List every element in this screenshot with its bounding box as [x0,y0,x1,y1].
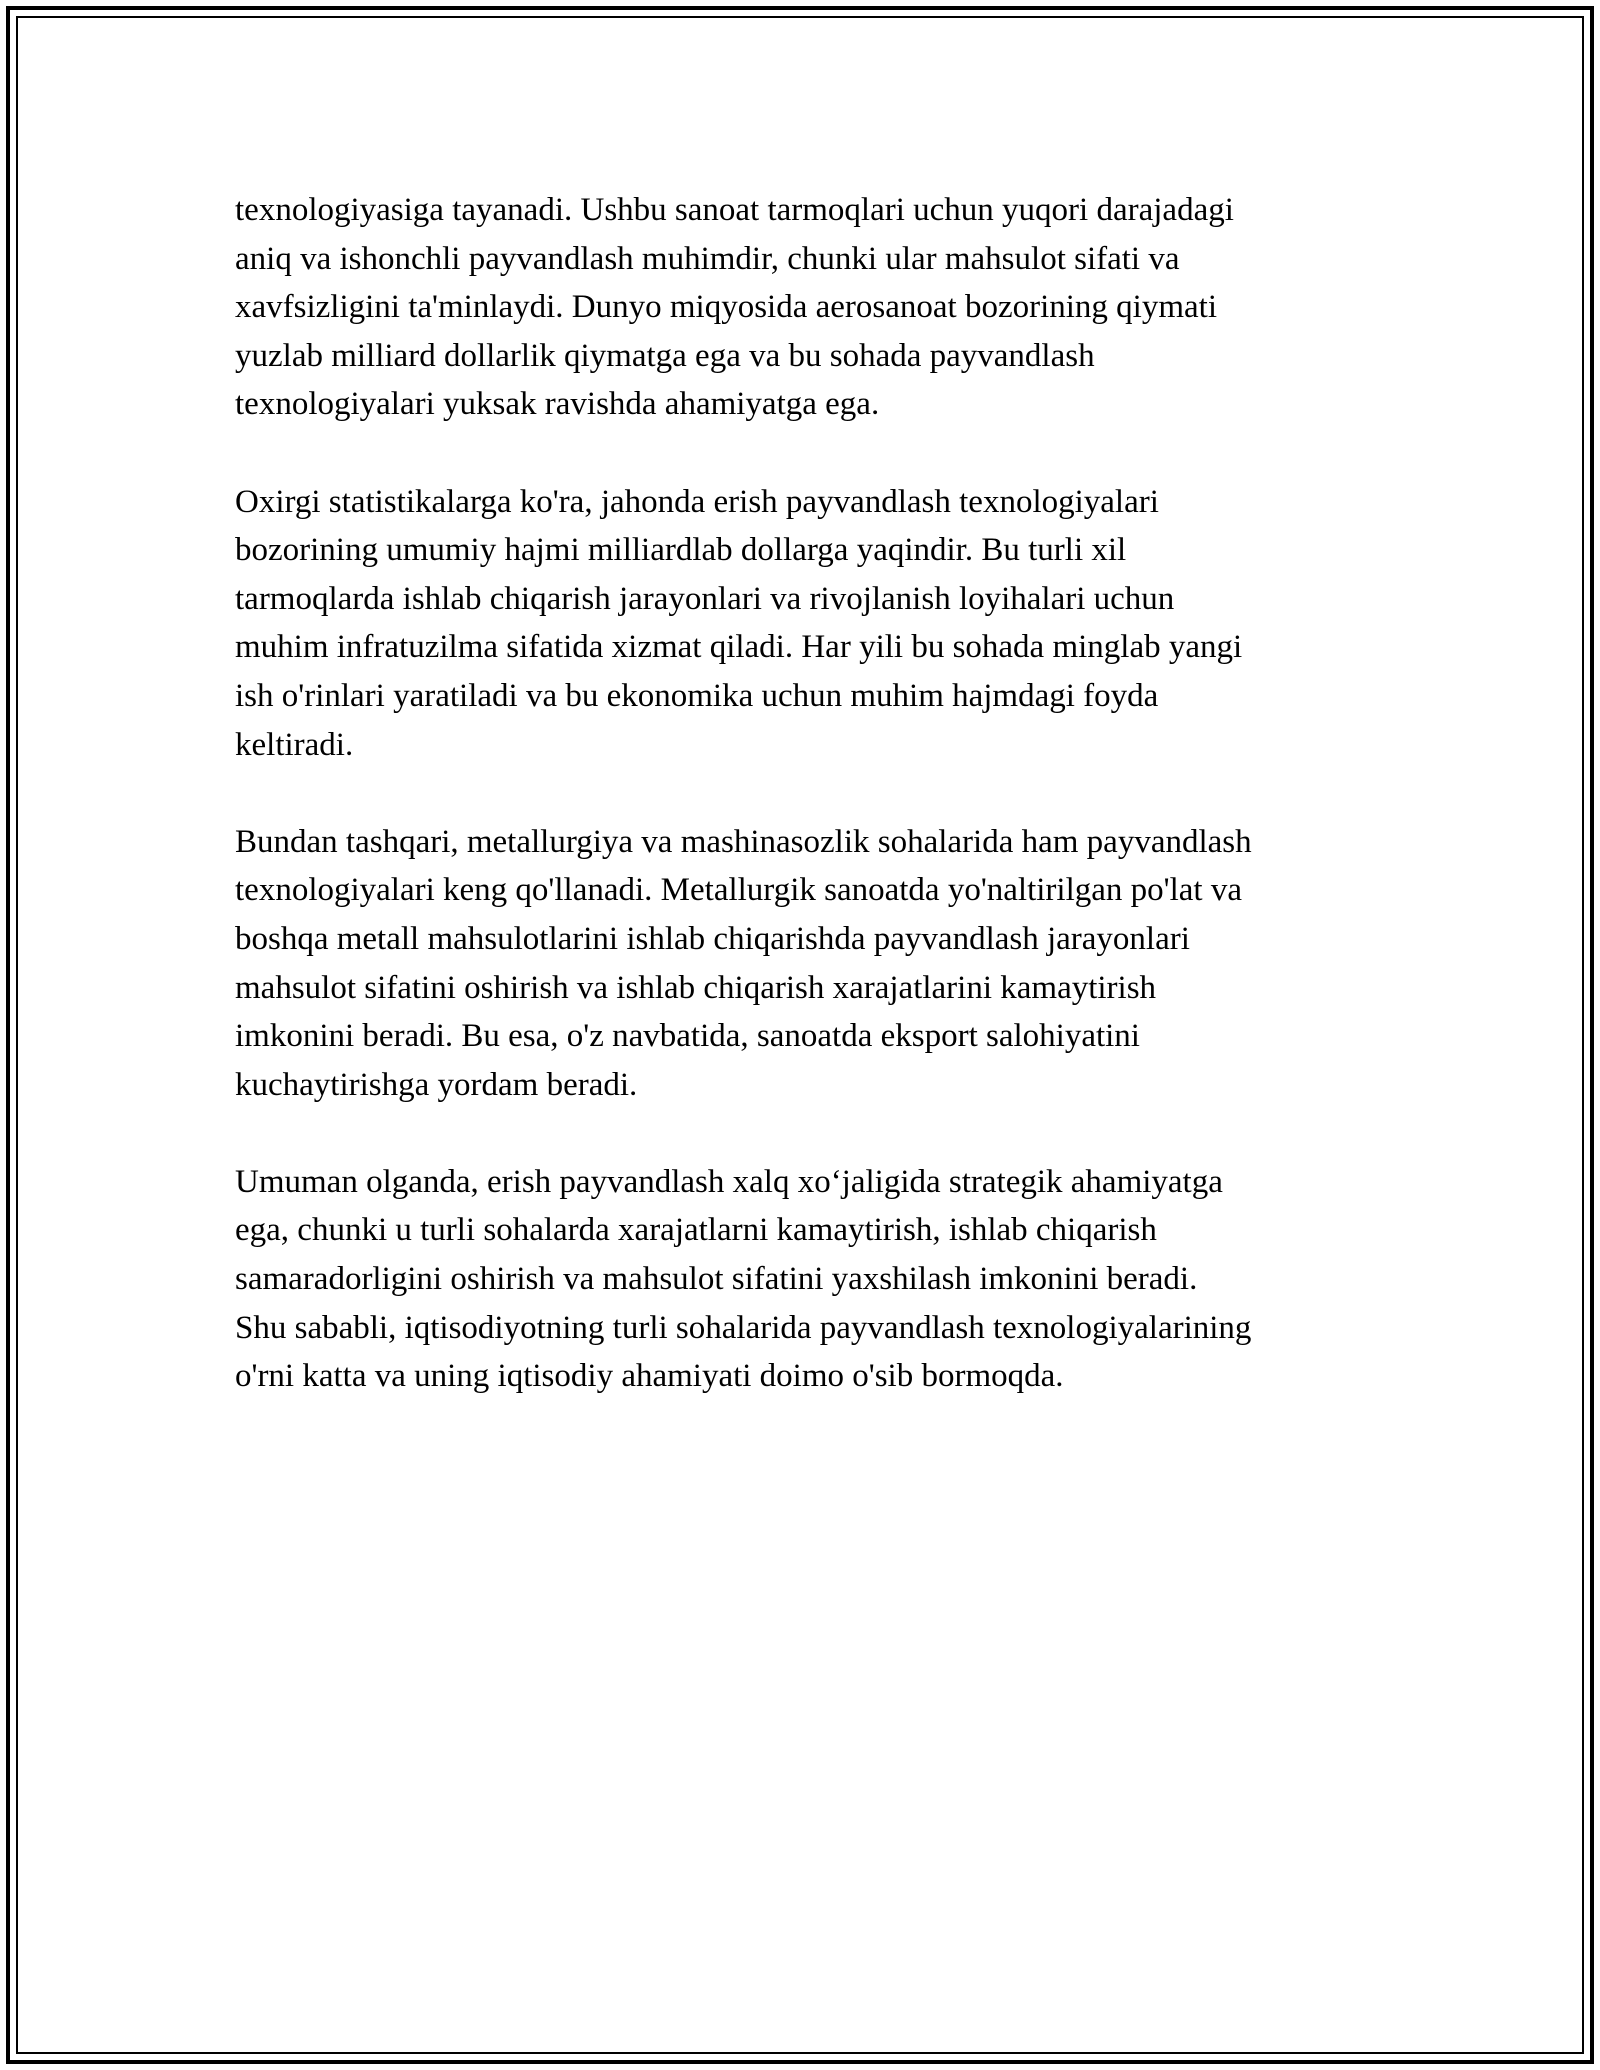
document-body [235,186,1385,1449]
paragraph-3: Bundan tashqari, metallurgiya va mashinasozlik sohalarida ham payvandlash texnologiyalari keng qo'llanadi. Metallurgik sanoatda yo'naltirilgan po'lat va boshqa metall mahsulotlarini ishlab chiqarishda payvandlash jarayonlari mahsulot sifatini oshirish va ishlab chiqarish xarajatlarini kamaytirish imkonini beradi. Bu esa, o'z navbatida, sanoatda eksport salohiyatini kuchaytirishga yordam beradi. [235,823,1252,1103]
paragraph-1: texnologiyasiga tayanadi. Ushbu sanoat tarmoqlari uchun yuqori darajadagi aniq va ishonchli payvandlash muhimdir, chunki ular mahsulot sifati va xavfsizligini ta'minlaydi. Dunyo miqyosida aerosanoat bozorining qiymati yuzlab milliard dollarlik qiymatga ega va bu sohada payvandlash texnologiyalari yuksak ravishda ahamiyatga ega. [235,192,1234,423]
paragraph-2: Oxirgi statistikalarga ko'ra, jahonda erish payvandlash texnologiyalari bozorining umumiy hajmi milliardlab dollarga yaqindir. Bu turli xil tarmoqlarda ishlab chiqarish jarayonlari va rivojlanish loyihalari uchun muhim infratuzilma sifatida xizmat qiladi. Har yili bu sohada minglab yangi ish o'rinlari yaratiladi va bu ekonomika uchun muhim hajmdagi foyda keltiradi. [235,483,1243,763]
paragraph-4: Umuman olganda, erish payvandlash xalq xo‘jaligida strategik ahamiyatga ega, chunki u turli sohalarda xarajatlarni kamaytirish, ishlab chiqarish samaradorligini oshirish va mahsulot sifatini yaxshilash imkonini beradi. Shu sababli, iqtisodiyotning turli sohalarida payvandlash texnologiyalarining o'rni katta va uning iqtisodiy ahamiyati doimo o'sib bormoqda. [235,1163,1252,1395]
